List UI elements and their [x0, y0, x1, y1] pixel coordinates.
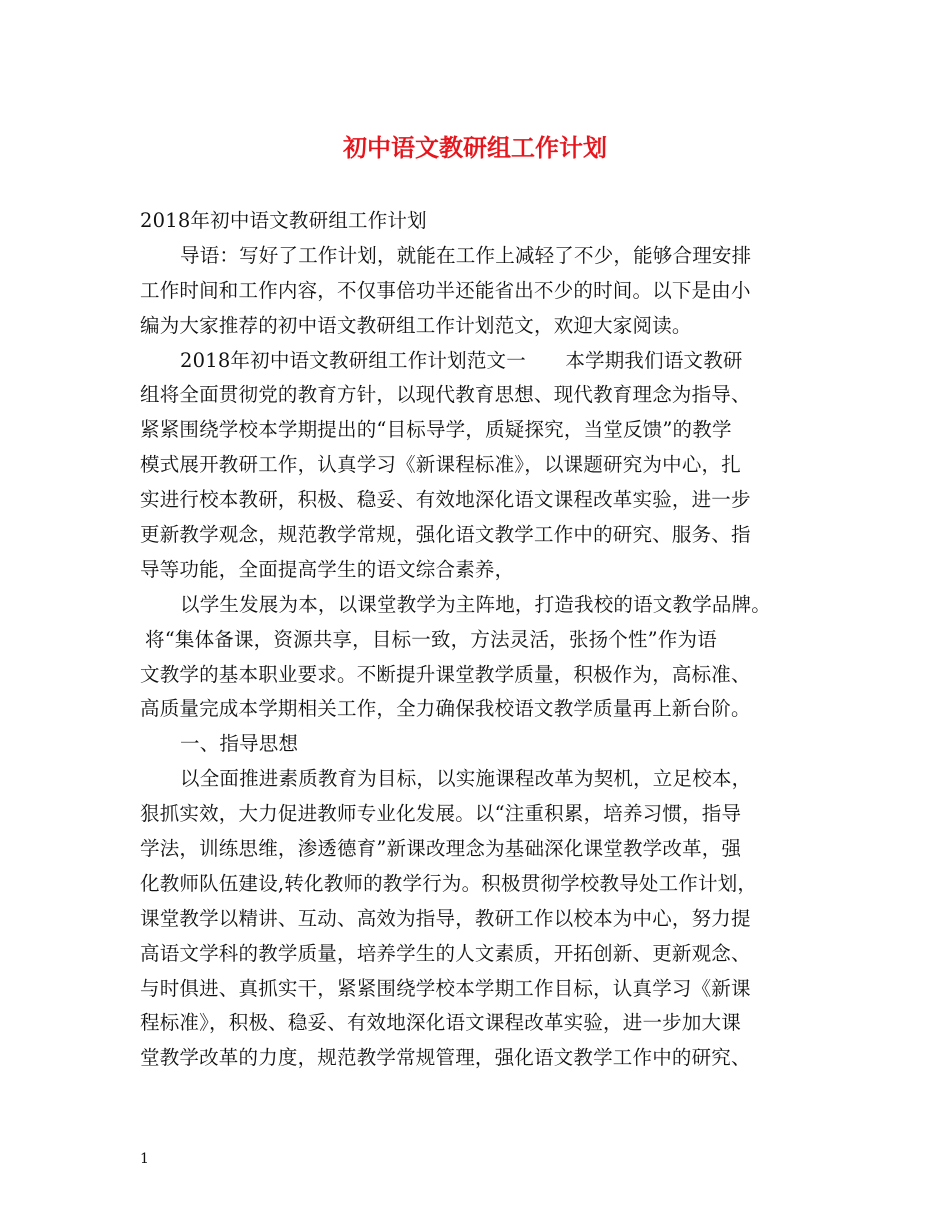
body-line: 以全面推进素质教育为目标，以实施课程改革为契机，立足校本，	[180, 767, 752, 791]
body-line: 编为大家推荐的初中语文教研组工作计划范文，欢迎大家阅读。	[140, 313, 692, 337]
body-line: 以学生发展为本，以课堂教学为主阵地，打造我校的语文教学品牌。	[180, 592, 772, 616]
body-line: 与时俱进、真抓实干，紧紧围绕学校本学期工作目标，认真学习《新课	[140, 976, 751, 1000]
body-line: 导等功能，全面提高学生的语文综合素养，	[140, 557, 515, 581]
body-line: 程标准》，积极、稳妥、有效地深化语文课程改革实验，进一步加大课	[140, 1011, 741, 1035]
body-line: 一、指导思想	[180, 732, 299, 756]
document-title: 初中语文教研组工作计划	[343, 133, 607, 162]
body-line: 课堂教学以精讲、互动、高效为指导，教研工作以校本为中心，努力提	[140, 906, 751, 930]
document-body	[140, 204, 820, 1076]
body-line: 高语文学科的教学质量，培养学生的人文素质，开拓创新、更新观念、	[140, 941, 751, 965]
body-line: 化教师队伍建设,转化教师的教学行为。积极贯彻学校教导处工作计划，	[140, 871, 758, 895]
body-line: 堂教学改革的力度，规范教学常规管理，强化语文教学工作中的研究、	[140, 1046, 751, 1070]
body-line: 2018年初中语文教研组工作计划	[140, 209, 427, 232]
body-line: 学法，训练思维，渗透德育”新课改理念为基础深化课堂教学改革，强	[140, 837, 742, 861]
body-line: 高质量完成本学期相关工作，全力确保我校语文教学质量再上新台阶。	[140, 697, 751, 721]
body-line: 紧紧围绕学校本学期提出的“目标导学，质疑探究，当堂反馈”的教学	[140, 418, 732, 442]
body-line: 将“集体备课，资源共享，目标一致，方法灵活，张扬个性”作为语	[145, 627, 717, 651]
page-number: 1	[140, 1151, 149, 1167]
body-line: 组将全面贯彻党的教育方针，以现代教育思想、现代教育理念为指导、	[140, 383, 751, 407]
body-line: 狠抓实效，大力促进教师专业化发展。以“注重积累，培养习惯，指导	[140, 802, 742, 826]
body-line: 实进行校本教研，积极、稳妥、有效地深化语文课程改革实验，进一步	[140, 488, 751, 512]
body-line: 工作时间和工作内容，不仅事倍功半还能省出不少的时间。以下是由小	[140, 278, 751, 302]
body-line: 2018年初中语文教研组工作计划范文一 本学期我们语文教研	[180, 348, 743, 372]
body-line: 导语：写好了工作计划，就能在工作上减轻了不少，能够合理安排	[180, 243, 752, 267]
body-line: 文教学的基本职业要求。不断提升课堂教学质量，积极作为，高标准、	[140, 662, 751, 686]
body-line: 更新教学观念，规范教学常规，强化语文教学工作中的研究、服务、指	[140, 523, 751, 547]
body-line: 模式展开教研工作，认真学习《新课程标准》，以课题研究为中心，扎	[140, 453, 741, 477]
